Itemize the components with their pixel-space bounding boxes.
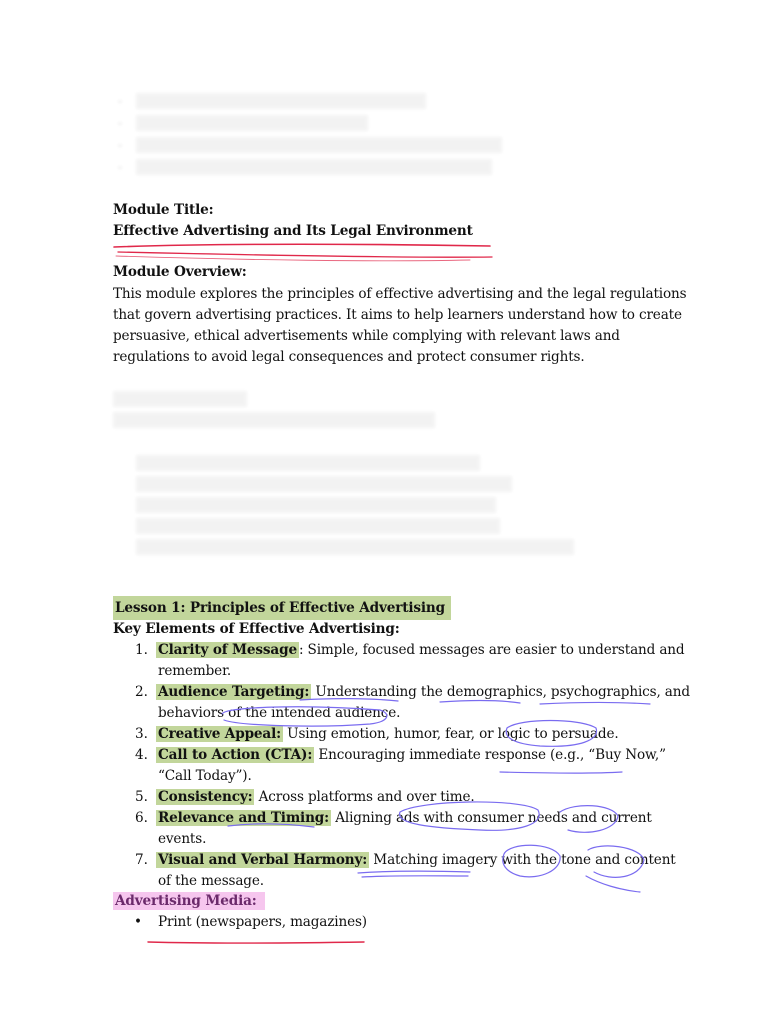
blue-underline	[362, 876, 468, 877]
blue-underline	[358, 871, 470, 873]
faded-line	[136, 497, 496, 513]
faded-line	[136, 476, 512, 492]
faded-line	[136, 539, 574, 555]
list-number: 4.	[135, 747, 148, 763]
key-elements-label: Key Elements of Effective Advertising:	[113, 621, 400, 637]
list-item-text: Aligning ads with consumer needs and current	[331, 810, 652, 826]
red-underline	[118, 252, 492, 257]
module-title-label: Module Title:	[113, 202, 214, 218]
faded-heading	[113, 391, 247, 407]
list-item-text: Encouraging immediate response (e.g., “Buy Now,”	[314, 747, 666, 763]
advertising-media-highlight: Advertising Media:	[113, 892, 265, 910]
module-overview-label: Module Overview:	[113, 264, 247, 280]
list-item-term: Visual and Verbal Harmony:	[158, 852, 368, 868]
list-item	[156, 745, 666, 766]
module-title: Effective Advertising and Its Legal Environment	[113, 223, 473, 239]
list-item-term: Creative Appeal:	[158, 726, 281, 742]
red-underline	[114, 244, 490, 247]
faded-line	[136, 137, 502, 153]
faded-bullet: •	[116, 139, 125, 155]
list-number: 2.	[135, 684, 148, 700]
list-item-text: Across platforms and over time.	[254, 789, 475, 805]
list-item-term: Clarity of Message	[158, 642, 297, 658]
lesson-1-title-highlight: Lesson 1: Principles of Effective Advertising	[113, 596, 451, 620]
overview-line: persuasive, ethical advertisements while complying with relevant laws and	[113, 328, 620, 344]
list-item-term: Relevance and Timing:	[158, 810, 330, 826]
bullet-icon: •	[134, 914, 143, 930]
faded-line	[136, 455, 480, 471]
blue-stroke	[586, 876, 640, 892]
faded-line	[136, 518, 500, 534]
list-item-text: Understanding the demographics, psychographics, and	[311, 684, 690, 700]
list-number: 7.	[135, 852, 148, 868]
list-item-text: Matching imagery with the tone and content	[369, 852, 676, 868]
overview-line: This module explores the principles of effective advertising and the legal regulations	[113, 286, 687, 302]
list-item-continuation: of the message.	[158, 873, 264, 889]
list-item	[156, 682, 690, 703]
list-item-continuation: “Call Today”).	[158, 768, 252, 784]
faded-line	[113, 412, 435, 428]
lesson-1-title	[113, 598, 451, 619]
faded-line	[136, 159, 492, 175]
red-underline	[116, 256, 470, 261]
list-item-continuation: remember.	[158, 663, 232, 679]
overview-line: regulations to avoid legal consequences and protect consumer rights.	[113, 349, 585, 365]
list-item-text: Using emotion, humor, fear, or logic to persuade.	[282, 726, 619, 742]
list-item	[156, 640, 684, 661]
faded-bullet: •	[116, 117, 125, 133]
list-item	[156, 808, 652, 829]
list-number: 3.	[135, 726, 148, 742]
list-item	[156, 724, 619, 745]
list-item-text: : Simple, focused messages are easier to understand and	[298, 642, 685, 658]
list-item-term: Audience Targeting:	[158, 684, 310, 700]
list-number: 5.	[135, 789, 148, 805]
faded-line	[136, 93, 426, 109]
list-item-continuation: events.	[158, 831, 207, 847]
list-item-continuation: behaviors of the intended audience.	[158, 705, 401, 721]
advertising-media-label	[113, 891, 265, 912]
red-underline	[148, 942, 364, 943]
list-item-term: Call to Action (CTA):	[158, 747, 313, 763]
list-item	[156, 850, 676, 871]
media-item: Print (newspapers, magazines)	[158, 914, 367, 930]
list-number: 6.	[135, 810, 148, 826]
list-number: 1.	[135, 642, 148, 658]
list-item	[156, 787, 475, 808]
faded-line	[136, 115, 368, 131]
overview-line: that govern advertising practices. It aims to help learners understand how to create	[113, 307, 682, 323]
blue-underline	[500, 772, 622, 773]
list-item-term: Consistency:	[158, 789, 253, 805]
faded-bullet: •	[116, 161, 125, 177]
faded-bullet: •	[116, 95, 125, 111]
